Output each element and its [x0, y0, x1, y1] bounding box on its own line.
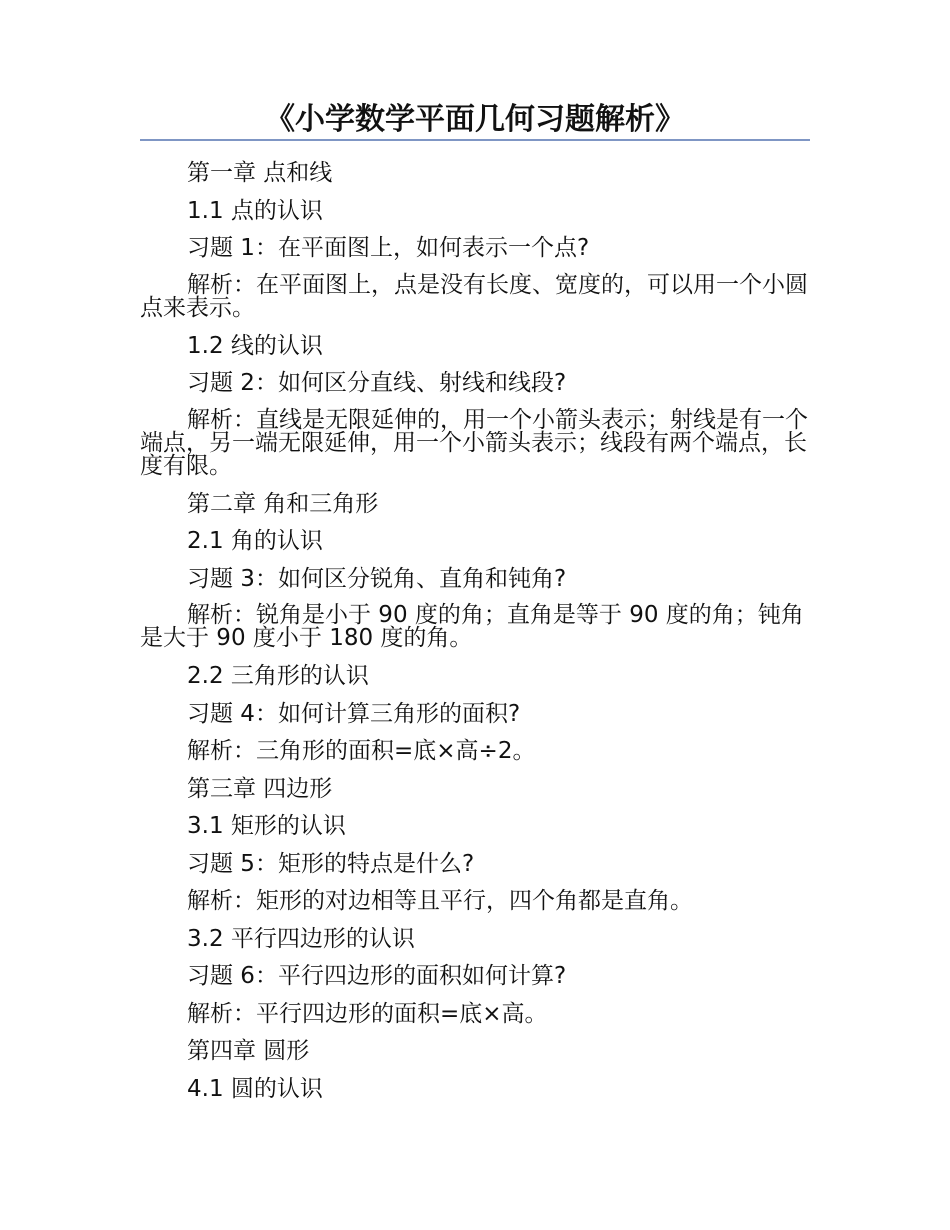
exercise-5-question: 习题 5：矩形的特点是什么? [187, 850, 475, 877]
chapter-2-heading: 第二章 角和三角形 [187, 490, 379, 517]
section-2-2-heading: 2.2 三角形的认识 [187, 663, 369, 689]
exercise-5-analysis: 解析：矩形的对边相等且平行，四个角都是直角。 [187, 888, 693, 914]
document-body [140, 155, 810, 1108]
section-3-2-heading: 3.2 平行四边形的认识 [187, 925, 415, 952]
exercise-3-question: 习题 3：如何区分锐角、直角和钝角? [187, 565, 567, 592]
exercise-2-analysis: 解析：直线是无限延伸的，用一个小箭头表示；射线是有一个端点，另一端无限延伸，用一个小箭头表示；线段有两个端点，长度有限。 [140, 406, 808, 479]
title-underline [140, 139, 810, 141]
document-title: 《小学数学平面几何习题解析》 [265, 102, 685, 137]
exercise-6-analysis: 解析：平行四边形的面积=底×高。 [187, 1000, 548, 1027]
section-2-1-heading: 2.1 角的认识 [187, 528, 323, 554]
exercise-1-question: 习题 1：在平面图上，如何表示一个点? [187, 235, 590, 261]
exercise-6-question: 习题 6：平行四边形的面积如何计算? [187, 963, 567, 989]
exercise-2-question: 习题 2：如何区分直线、射线和线段? [187, 370, 567, 396]
exercise-3-analysis: 解析：锐角是小于 90 度的角；直角是等于 90 度的角；钝角是大于 90 度小于 180 度的角。 [140, 602, 804, 651]
chapter-4-heading: 第四章 圆形 [187, 1038, 310, 1064]
exercise-4-analysis: 解析：三角形的面积=底×高÷2。 [187, 738, 536, 764]
exercise-4-question: 习题 4：如何计算三角形的面积? [187, 700, 521, 727]
section-4-1-heading: 4.1 圆的认识 [187, 1075, 323, 1102]
section-3-1-heading: 3.1 矩形的认识 [187, 813, 346, 839]
chapter-1-heading: 第一章 点和线 [187, 160, 333, 186]
section-1-1-heading: 1.1 点的认识 [187, 197, 323, 224]
chapter-3-heading: 第三章 四边形 [187, 775, 333, 802]
exercise-1-analysis: 解析：在平面图上，点是没有长度、宽度的，可以用一个小圆点来表示。 [140, 271, 808, 321]
section-1-2-heading: 1.2 线的认识 [187, 332, 323, 359]
